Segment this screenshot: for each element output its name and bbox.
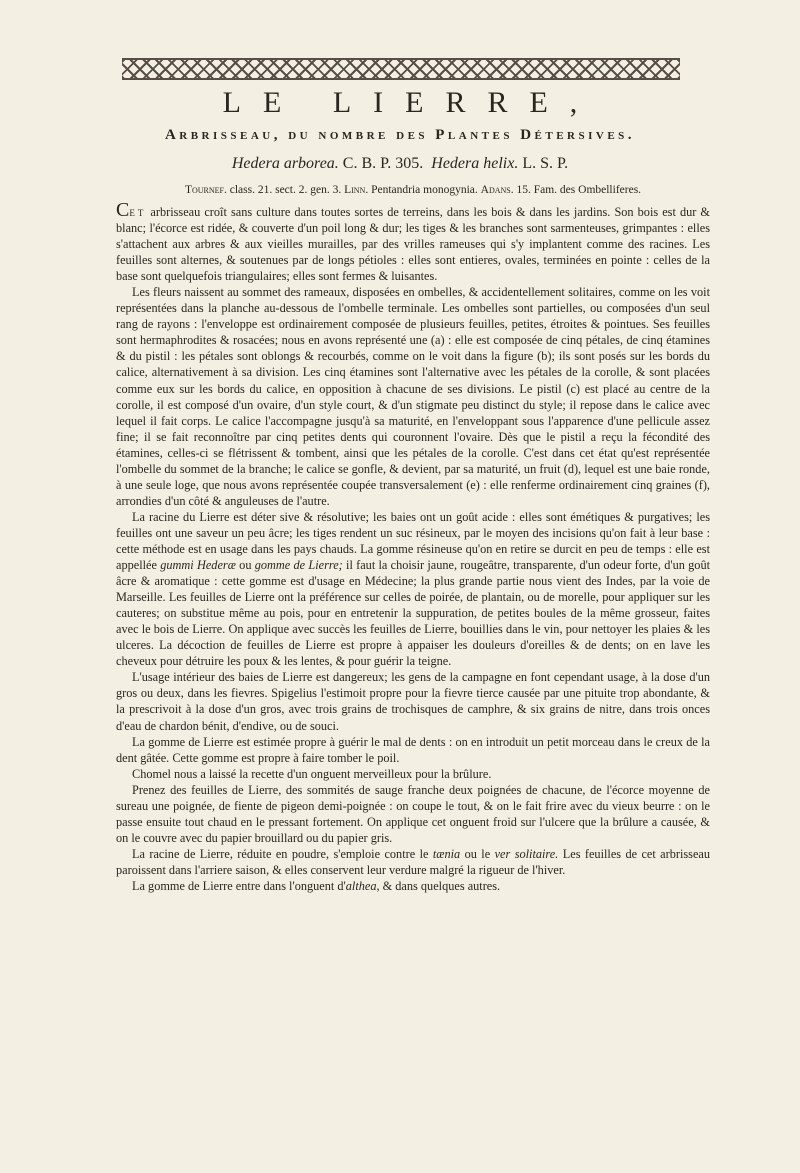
ornamental-border (122, 58, 680, 80)
ref-author-adanson: Adans. (480, 184, 514, 196)
ref-text-adanson: 15. Fam. des Ombelliferes. (516, 184, 642, 196)
paragraph-final (116, 878, 710, 894)
page-title: LE LIERRE, (222, 86, 600, 119)
opening-word: et (129, 205, 147, 219)
ref-text-linnaeus: Pentandria monogynia. (371, 184, 478, 196)
paragraph-chomel: Chomel nous a laissé la recette d'un onguent merveilleux pour la brûlure. (132, 766, 492, 781)
term-taenia: tænia (432, 846, 461, 861)
synonym-ref-2: L. S. P. (522, 155, 569, 172)
paragraph-8-text-a: La racine de Lierre, réduite en poudre, s'emploie contre le (132, 846, 429, 861)
term-althea: althea (345, 878, 377, 893)
latin-gum-name: gummi Hederæ (160, 558, 236, 573)
paragraph-9-text-a: La gomme de Lierre entre dans l'onguent d' (132, 878, 346, 893)
synonyms-line (0, 155, 800, 173)
classification-references (116, 184, 710, 196)
drop-cap: C (116, 199, 130, 221)
conjunction-ou-le: ou le (464, 846, 491, 861)
ref-author-linnaeus: Linn. (344, 184, 369, 196)
ref-author-tournefort: Tournef. (184, 184, 227, 196)
paragraph-3-text-a: La racine du Lierre est déter sive & résolutive; les baies ont un goût acide : elles sont émétiques & purgatives; les feuilles ont une saveur un peu âcre; les tiges rendent un suc résineux, par le moyen des incisions qu'on fait à leur base : cette méthode est en usage dans les pays chauds. La gomme résineuse qu'on en retire se durcit en peu de temps : elle est appellée (116, 509, 710, 573)
paragraph-properties (116, 509, 710, 669)
conjunction-ou: ou (239, 558, 252, 573)
paragraph-description (116, 199, 710, 284)
synonym-name-1: Hedera arborea. (231, 155, 339, 172)
synonym-name-2: Hedera helix. (431, 155, 519, 172)
synonym-ref-1: C. B. P. 305. (342, 155, 424, 172)
paragraph-recipe: Prenez des feuilles de Lierre, des sommités de sauge franche deux poignées de chacune, de l'écorce moyenne de sureau une poignée, de fiente de pigeon demi-poignée : on coupe le tout, & on le fait frire avec du vieux beurre : on le passe ensuite tout chaud en le pressant fortement. On applique cet onguent froid sur l'ulcere que la brûlure a causée, & on le couvre avec du papier brouillard ou du papier gris. (116, 782, 710, 845)
french-gum-name: gomme de Lierre; (254, 558, 343, 573)
paragraph-8-text-b: Les feuilles de cet arbrisseau paroissent dans l'arriere saison, & elles conservent leur verdure malgré la rigueur de l'hiver. (116, 846, 711, 877)
page-subtitle: Arbrisseau, du nombre des Plantes Détersives. (164, 127, 636, 143)
paragraph-9-text-b: , & dans quelques autres. (376, 878, 501, 893)
paragraph-root (116, 846, 710, 878)
paragraph-3-text-b: il faut la choisir jaune, rougeâtre, transparente, d'un odeur forte, d'un goût âcre & aromatique : cette gomme est d'usage en Médecine; la plus grande partie nous vient des Indes, par la voie de Marseille. Les feuilles de Lierre ont la préférence sur celles de poirée, de plantain, ou de morelle, pour appliquer sur les cauteres; on substitue même au pois, pour en entretenir la suppuration, de petites boules de la même grosseur, faites avec le bois de Lierre. On applique avec succès les feuilles de Lierre, bouillies dans le vin, pour nettoyer les plaies & les ulceres. La décoction de feuilles de Lierre est propre à appaiser les douleurs d'oreilles & de dents; on en lave les cheveux pour détruire les poux & les lentes, & pour guérir la teigne. (116, 558, 711, 669)
article-body (116, 199, 711, 894)
paragraph-gum: La gomme de Lierre est estimée propre à guérir le mal de dents : on en introduit un petit morceau dans le creux de la dent gâtée. Cette gomme est propre à faire tomber le poil. (116, 734, 710, 765)
paragraph-flowers: Les fleurs naissent au sommet des rameaux, disposées en ombelles, & accidentellement solitaires, comme on les voit représentées dans la planche au-dessous de l'ombelle terminale. Les ombelles sont partielles, ou composées d'un seul rang de rayons : l'enveloppe est ordinairement composée de plusieurs feuilles, petites, étroites & pointues. Ses feuilles sont hermaphrodites & rosacées; nous en avons représenté une (a) : elle est composée de cinq pétales, de cinq étamines & du pistil : les pétales sont oblongs & recourbés, comme on le voit dans la figure (b); ils sont posés sur les bords du calice, alternativement à sa division. Les cinq étamines sont l'alternative avec les pétales de la corolle, & sont placées comme eux sur les bords du calice, en opposition à chacune de ses divisions. Le pistil (c) est placé au centre de la corolle, il est composé d'un ovaire, d'un style court, & d'un stigmate peu distinct du style; il repose dans le calice avec lequel il fait corps. Le calice l'accompagne jusqu'à sa maturité, en l'enveloppant sous l'apparence d'une pellicule assez fine; il se fait reconnoître par cinq petites dents qui couronnent l'ovaire. Dès que le pistil a reçu la fécondité des étamines, celles-ci se flétrissent & tombent, ainsi que les pétales de la corolle. C'est dans cet état qu'est représentée l'ombelle du sommet de la branche; le calice se gonfle, & devient, par sa maturité, un fruit (d), lequel est une baie ronde, à une seule loge, que nous avons représentée coupée transversalement (e) : elle renferme ordinairement cinq graines (f), arrondies d'un côté & anguleuses de l'autre. (116, 285, 710, 508)
paragraph-1-text: arbrisseau croît sans culture dans toutes sortes de terreins, dans les bois & dans les jardins. Son bois est dur & blanc; l'écorce est ridée, & couverte d'un poil long & dur; les tiges & les branches sont sarmenteuses, grimpantes : elles s'attachent aux arbres & aux vieilles murailles, par des vrilles rameuses qui s'y implantent comme des racines. Les feuilles sont alternes, & soutenues par de longs pétioles : elles sont entieres, ovales, terminées en pointe : celles de la base sont quelquefois triangulaires; elles sont fermes & luisantes. (116, 205, 710, 284)
paragraph-internal-use: L'usage intérieur des baies de Lierre est dangereux; les gens de la campagne en font cependant usage, à la dose d'un gros ou deux, dans les fievres. Spigelius l'estimoit propre pour la fievre tierce causée par une pituite trop abondante, & la prescrivoit à la dose d'un gros, avec trois grains de trochisques de camphre, & six grains de nitre, dans trois onces d'eau de chardon bénit, d'endive, ou de souci. (116, 670, 710, 733)
term-ver-solitaire: ver solitaire. (494, 846, 559, 861)
ref-text-tournefort: class. 21. sect. 2. gen. 3. (229, 184, 342, 196)
